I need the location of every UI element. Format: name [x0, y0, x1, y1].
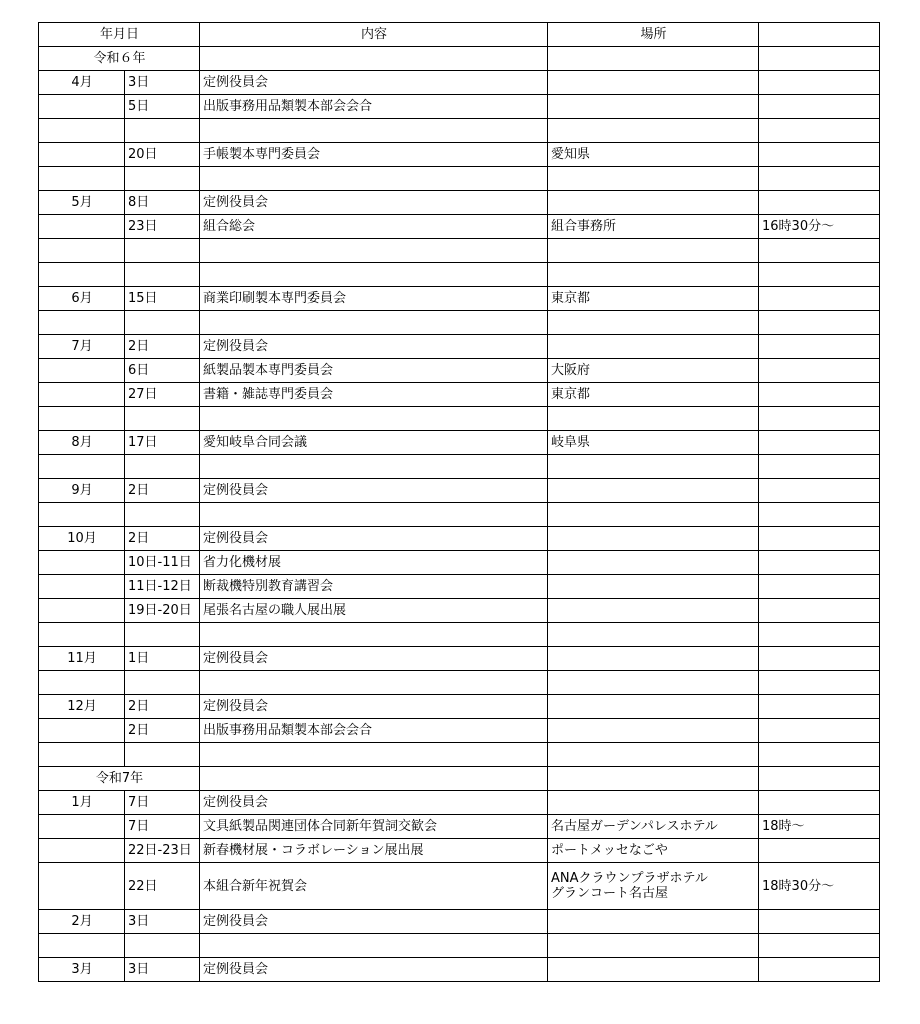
- blank-row: [39, 167, 880, 191]
- day-cell: [125, 623, 200, 647]
- table-row: [39, 910, 880, 934]
- month-cell: [39, 119, 125, 143]
- month-cell: [39, 263, 125, 287]
- place-cell: [548, 503, 759, 527]
- table-row: [39, 599, 880, 623]
- month-cell: [39, 839, 125, 863]
- note-cell: [759, 599, 880, 623]
- day-cell: 27日: [125, 383, 200, 407]
- content-cell: 新春機材展・コラボレーション展出展: [200, 839, 548, 863]
- place-cell: [548, 719, 759, 743]
- place-cell: [548, 191, 759, 215]
- content-cell: 定例役員会: [200, 958, 548, 982]
- place-cell: [548, 934, 759, 958]
- table-row: [39, 791, 880, 815]
- place-cell: 名古屋ガーデンパレスホテル: [548, 815, 759, 839]
- month-cell: [39, 671, 125, 695]
- content-cell: 定例役員会: [200, 695, 548, 719]
- content-cell: [200, 119, 548, 143]
- note-cell: [759, 191, 880, 215]
- day-cell: 23日: [125, 215, 200, 239]
- note-cell: [759, 383, 880, 407]
- table-row: [39, 647, 880, 671]
- content-cell: [200, 455, 548, 479]
- era-label: 令和６年: [39, 47, 200, 71]
- table-row: [39, 527, 880, 551]
- note-cell: [759, 167, 880, 191]
- content-cell: 紙製品製本専門委員会: [200, 359, 548, 383]
- header-note: [759, 23, 880, 47]
- note-cell: [759, 143, 880, 167]
- day-cell: [125, 503, 200, 527]
- day-cell: 10日-11日: [125, 551, 200, 575]
- month-cell: [39, 503, 125, 527]
- day-cell: 1日: [125, 647, 200, 671]
- content-cell: [200, 934, 548, 958]
- month-cell: 7月: [39, 335, 125, 359]
- place-cell: [548, 671, 759, 695]
- place-cell: [548, 239, 759, 263]
- table-row: [39, 863, 880, 910]
- table-row: [39, 191, 880, 215]
- content-cell: 断裁機特別教育講習会: [200, 575, 548, 599]
- day-cell: [125, 407, 200, 431]
- table-row: [39, 287, 880, 311]
- content-cell: 定例役員会: [200, 527, 548, 551]
- header-row: [39, 23, 880, 47]
- month-cell: [39, 934, 125, 958]
- note-cell: [759, 791, 880, 815]
- table-row: [39, 815, 880, 839]
- table-row: [39, 958, 880, 982]
- content-cell: [200, 743, 548, 767]
- day-cell: 3日: [125, 910, 200, 934]
- header-place: 場所: [548, 23, 759, 47]
- place-cell: [548, 910, 759, 934]
- month-cell: [39, 815, 125, 839]
- blank-row: [39, 455, 880, 479]
- month-cell: [39, 863, 125, 910]
- content-cell: [200, 167, 548, 191]
- content-cell: [200, 47, 548, 71]
- place-cell: 東京都: [548, 383, 759, 407]
- day-cell: 2日: [125, 695, 200, 719]
- day-cell: 2日: [125, 527, 200, 551]
- place-cell: [548, 743, 759, 767]
- table-row: [39, 335, 880, 359]
- table-row: [39, 551, 880, 575]
- table-row: [39, 575, 880, 599]
- month-cell: [39, 167, 125, 191]
- day-cell: 2日: [125, 479, 200, 503]
- content-cell: 組合総会: [200, 215, 548, 239]
- note-cell: [759, 431, 880, 455]
- day-cell: [125, 934, 200, 958]
- era-row: [39, 767, 880, 791]
- table-row: [39, 479, 880, 503]
- note-cell: [759, 311, 880, 335]
- content-cell: [200, 407, 548, 431]
- month-cell: [39, 575, 125, 599]
- note-cell: [759, 287, 880, 311]
- blank-row: [39, 671, 880, 695]
- place-cell: [548, 455, 759, 479]
- day-cell: 2日: [125, 719, 200, 743]
- day-cell: [125, 743, 200, 767]
- note-cell: 16時30分～: [759, 215, 880, 239]
- table-row: [39, 143, 880, 167]
- table-row: [39, 431, 880, 455]
- day-cell: [125, 263, 200, 287]
- place-cell: [548, 623, 759, 647]
- content-cell: 商業印刷製本専門委員会: [200, 287, 548, 311]
- content-cell: [200, 311, 548, 335]
- day-cell: 22日: [125, 863, 200, 910]
- month-cell: 5月: [39, 191, 125, 215]
- day-cell: [125, 119, 200, 143]
- content-cell: 定例役員会: [200, 335, 548, 359]
- month-cell: [39, 551, 125, 575]
- note-cell: [759, 263, 880, 287]
- day-cell: 19日-20日: [125, 599, 200, 623]
- note-cell: [759, 743, 880, 767]
- blank-row: [39, 503, 880, 527]
- note-cell: [759, 623, 880, 647]
- blank-row: [39, 311, 880, 335]
- note-cell: [759, 958, 880, 982]
- note-cell: [759, 47, 880, 71]
- table-row: [39, 383, 880, 407]
- place-cell: [548, 791, 759, 815]
- day-cell: [125, 239, 200, 263]
- place-cell: ポートメッセなごや: [548, 839, 759, 863]
- place-cell: [548, 95, 759, 119]
- content-cell: [200, 239, 548, 263]
- place-cell: [548, 335, 759, 359]
- month-cell: [39, 599, 125, 623]
- month-cell: [39, 311, 125, 335]
- place-cell: [548, 647, 759, 671]
- month-cell: [39, 719, 125, 743]
- month-cell: 9月: [39, 479, 125, 503]
- month-cell: [39, 95, 125, 119]
- content-cell: [200, 263, 548, 287]
- place-cell: [548, 863, 759, 910]
- note-cell: [759, 719, 880, 743]
- note-cell: [759, 551, 880, 575]
- note-cell: 18時～: [759, 815, 880, 839]
- place-cell: 岐阜県: [548, 431, 759, 455]
- day-cell: [125, 311, 200, 335]
- content-cell: 定例役員会: [200, 910, 548, 934]
- table-row: [39, 215, 880, 239]
- place-cell: 大阪府: [548, 359, 759, 383]
- day-cell: 15日: [125, 287, 200, 311]
- content-cell: 定例役員会: [200, 191, 548, 215]
- month-cell: [39, 215, 125, 239]
- note-cell: 18時30分～: [759, 863, 880, 910]
- table-row: [39, 71, 880, 95]
- month-cell: 4月: [39, 71, 125, 95]
- place-cell: [548, 551, 759, 575]
- blank-row: [39, 239, 880, 263]
- note-cell: [759, 335, 880, 359]
- note-cell: [759, 695, 880, 719]
- place-cell: [548, 167, 759, 191]
- month-cell: 10月: [39, 527, 125, 551]
- blank-row: [39, 263, 880, 287]
- place-cell: [548, 263, 759, 287]
- note-cell: [759, 119, 880, 143]
- day-cell: [125, 167, 200, 191]
- content-cell: 書籍・雑誌専門委員会: [200, 383, 548, 407]
- blank-row: [39, 623, 880, 647]
- content-cell: 出版事務用品類製本部会会合: [200, 95, 548, 119]
- day-cell: 3日: [125, 958, 200, 982]
- place-cell: 愛知県: [548, 143, 759, 167]
- place-cell: [548, 311, 759, 335]
- note-cell: [759, 839, 880, 863]
- day-cell: 17日: [125, 431, 200, 455]
- note-cell: [759, 503, 880, 527]
- day-cell: [125, 455, 200, 479]
- day-cell: 2日: [125, 335, 200, 359]
- note-cell: [759, 359, 880, 383]
- table-row: [39, 839, 880, 863]
- era-label: 令和7年: [39, 767, 200, 791]
- place-line-1: ANAクラウンプラザホテル: [551, 871, 708, 886]
- content-cell: [200, 767, 548, 791]
- blank-row: [39, 407, 880, 431]
- content-cell: 定例役員会: [200, 647, 548, 671]
- place-cell: 東京都: [548, 287, 759, 311]
- schedule-body: [39, 47, 880, 982]
- note-cell: [759, 71, 880, 95]
- header-content: 内容: [200, 23, 548, 47]
- schedule-table: [38, 22, 880, 982]
- month-cell: [39, 239, 125, 263]
- month-cell: 2月: [39, 910, 125, 934]
- month-cell: [39, 359, 125, 383]
- place-cell: [548, 599, 759, 623]
- content-cell: 出版事務用品類製本部会会合: [200, 719, 548, 743]
- note-cell: [759, 527, 880, 551]
- month-cell: 3月: [39, 958, 125, 982]
- day-cell: [125, 671, 200, 695]
- day-cell: 20日: [125, 143, 200, 167]
- month-cell: 1月: [39, 791, 125, 815]
- content-cell: 愛知岐阜合同会議: [200, 431, 548, 455]
- note-cell: [759, 671, 880, 695]
- header-date: 年月日: [39, 23, 200, 47]
- month-cell: 12月: [39, 695, 125, 719]
- day-cell: 6日: [125, 359, 200, 383]
- table-row: [39, 695, 880, 719]
- place-cell: [548, 407, 759, 431]
- note-cell: [759, 910, 880, 934]
- note-cell: [759, 239, 880, 263]
- content-cell: 省力化機材展: [200, 551, 548, 575]
- month-cell: [39, 455, 125, 479]
- content-cell: 文具紙製品関連団体合同新年賀詞交歓会: [200, 815, 548, 839]
- place-line-2: グランコート名古屋: [551, 886, 669, 901]
- note-cell: [759, 647, 880, 671]
- place-cell: 組合事務所: [548, 215, 759, 239]
- note-cell: [759, 934, 880, 958]
- content-cell: 定例役員会: [200, 791, 548, 815]
- note-cell: [759, 455, 880, 479]
- month-cell: 8月: [39, 431, 125, 455]
- content-cell: 尾張名古屋の職人展出展: [200, 599, 548, 623]
- era-row: [39, 47, 880, 71]
- place-cell: [548, 71, 759, 95]
- place-cell: [548, 527, 759, 551]
- place-cell: [548, 575, 759, 599]
- content-cell: 手帳製本専門委員会: [200, 143, 548, 167]
- place-cell: [548, 119, 759, 143]
- note-cell: [759, 575, 880, 599]
- day-cell: 8日: [125, 191, 200, 215]
- content-cell: 定例役員会: [200, 71, 548, 95]
- table-row: [39, 95, 880, 119]
- place-cell: [548, 47, 759, 71]
- table-row: [39, 359, 880, 383]
- month-cell: 6月: [39, 287, 125, 311]
- note-cell: [759, 767, 880, 791]
- month-cell: [39, 383, 125, 407]
- day-cell: 11日-12日: [125, 575, 200, 599]
- month-cell: 11月: [39, 647, 125, 671]
- place-cell: [548, 767, 759, 791]
- day-cell: 5日: [125, 95, 200, 119]
- content-cell: [200, 671, 548, 695]
- blank-row: [39, 934, 880, 958]
- month-cell: [39, 407, 125, 431]
- place-cell: [548, 479, 759, 503]
- note-cell: [759, 95, 880, 119]
- content-cell: 本組合新年祝賀会: [200, 863, 548, 910]
- place-cell: [548, 958, 759, 982]
- content-cell: [200, 623, 548, 647]
- content-cell: [200, 503, 548, 527]
- blank-row: [39, 743, 880, 767]
- day-cell: 3日: [125, 71, 200, 95]
- month-cell: [39, 143, 125, 167]
- place-cell: [548, 695, 759, 719]
- table-row: [39, 719, 880, 743]
- day-cell: 22日-23日: [125, 839, 200, 863]
- day-cell: 7日: [125, 815, 200, 839]
- month-cell: [39, 743, 125, 767]
- content-cell: 定例役員会: [200, 479, 548, 503]
- day-cell: 7日: [125, 791, 200, 815]
- note-cell: [759, 407, 880, 431]
- blank-row: [39, 119, 880, 143]
- note-cell: [759, 479, 880, 503]
- month-cell: [39, 623, 125, 647]
